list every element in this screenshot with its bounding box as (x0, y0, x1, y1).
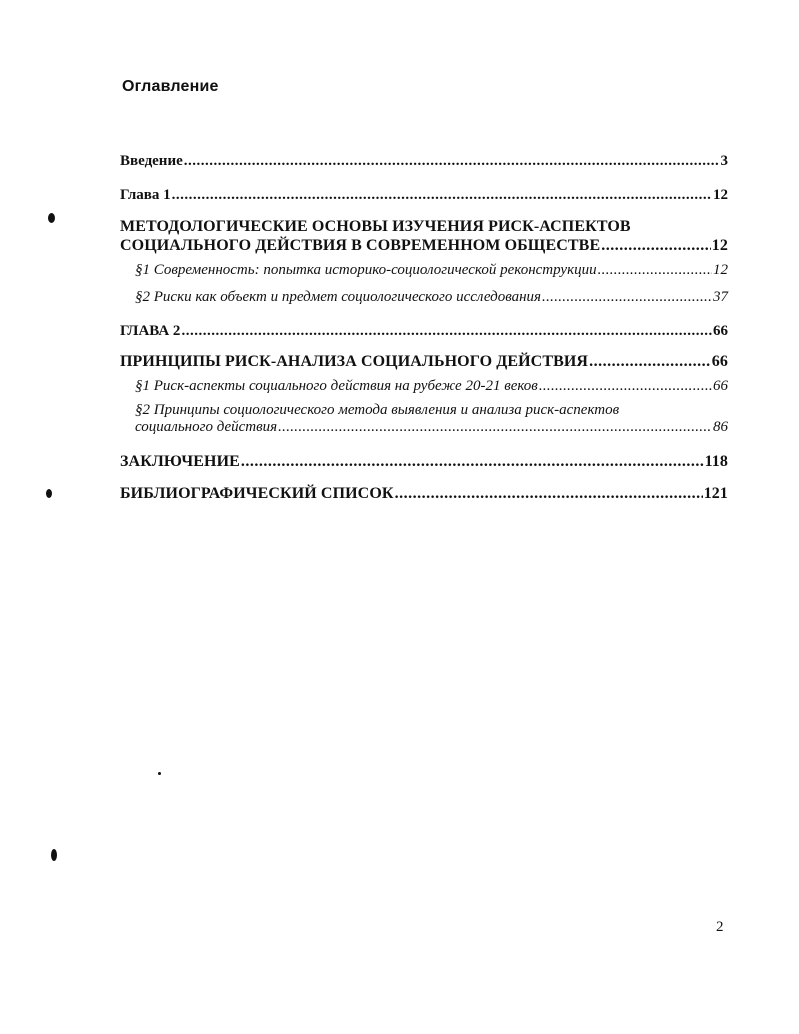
toc-entry-chapter-1 (120, 187, 728, 204)
toc-entry-bibliography (120, 485, 728, 503)
toc-entry-title: §1 Современность: попытка историко-социологической реконструкции (135, 262, 597, 278)
toc-entry-page: 12 (711, 237, 728, 254)
toc-entry-title-line: МЕТОДОЛОГИЧЕСКИЕ ОСНОВЫ ИЗУЧЕНИЯ РИСК-АСПЕКТОВ (120, 218, 631, 235)
toc-leader-dots (589, 353, 711, 371)
toc-entry-chapter-1-title (120, 218, 728, 255)
toc-entry-page: 66 (713, 323, 728, 339)
toc-entry-page: 66 (713, 378, 728, 394)
page-number: 2 (716, 919, 724, 935)
toc-entry-title: §2 Риски как объект и предмет социологического исследования (135, 289, 542, 305)
toc-entry-page: 86 (713, 419, 728, 435)
toc-entry-title-last-line (135, 419, 728, 436)
toc-entry-page: 3 (720, 153, 728, 169)
toc-leader-dots (601, 237, 711, 255)
toc-entry-section-2-1 (120, 378, 728, 395)
toc-entry-title-line: §2 Принципы социологического метода выявления и анализа риск-аспектов (135, 402, 620, 418)
toc-entry-page: 37 (713, 289, 728, 305)
toc-entry-chapter-2-title (120, 353, 728, 371)
toc-leader-dots (395, 485, 703, 503)
toc-leader-dots (598, 262, 712, 279)
scan-mark (46, 489, 52, 498)
toc-leader-dots (181, 323, 712, 340)
toc-entry-title: Введение (120, 153, 183, 169)
toc-entry-page: 118 (704, 453, 728, 470)
toc-entry-chapter-2 (120, 323, 728, 340)
toc-entry-title-last-line (120, 237, 728, 255)
toc-entry-title: §1 Риск-аспекты социального действия на рубеже 20-21 веков (135, 378, 538, 394)
toc-entry-page: 121 (703, 485, 728, 502)
toc-entry-title: ЗАКЛЮЧЕНИЕ (120, 453, 240, 470)
toc-entry-conclusion (120, 453, 728, 471)
toc-entry-section-1-2 (120, 289, 728, 306)
toc-entry-title: ГЛАВА 2 (120, 323, 181, 339)
toc-entry-page: 12 (713, 262, 728, 278)
toc-entry-section-2-2 (120, 402, 728, 436)
toc-entry-page: 12 (713, 187, 728, 203)
scan-mark (158, 772, 161, 775)
toc-leader-dots (542, 289, 712, 306)
toc-leader-dots (278, 419, 712, 436)
toc-entry-intro (120, 153, 728, 170)
toc-leader-dots (241, 453, 704, 471)
scan-mark (48, 213, 55, 223)
toc-leader-dots (184, 153, 720, 170)
toc-entry-page: 66 (711, 353, 728, 370)
toc-entry-title: СОЦИАЛЬНОГО ДЕЙСТВИЯ В СОВРЕМЕННОМ ОБЩЕСТВЕ (120, 237, 601, 254)
table-of-contents (120, 153, 728, 503)
toc-leader-dots (539, 378, 712, 395)
toc-entry-title: БИБЛИОГРАФИЧЕСКИЙ СПИСОК (120, 485, 394, 502)
page-title: Оглавление (122, 78, 219, 95)
toc-entry-title: Глава 1 (120, 187, 171, 203)
scan-mark (51, 849, 57, 861)
toc-entry-section-1-1 (120, 262, 728, 279)
toc-entry-title: ПРИНЦИПЫ РИСК-АНАЛИЗА СОЦИАЛЬНОГО ДЕЙСТВИЯ (120, 353, 589, 370)
toc-entry-title: социального действия (135, 419, 278, 435)
toc-leader-dots (172, 187, 712, 204)
